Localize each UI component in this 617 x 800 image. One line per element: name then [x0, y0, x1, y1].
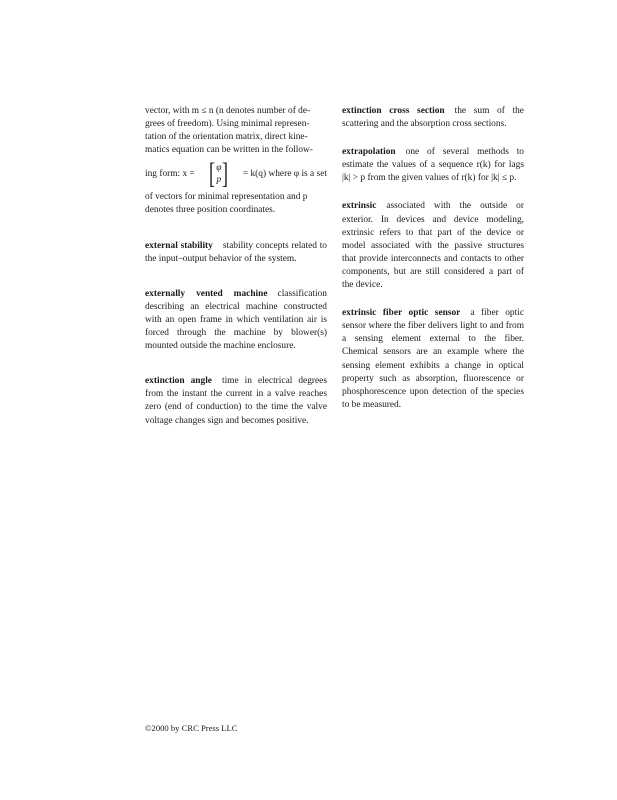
entry-term: extinction angle — [145, 376, 212, 387]
entry-definition: associated with the outside or exterior. In devices and device modeling, extrinsic refers to that part of the device or model associated with the passive structures that provide interconnects and contacts to other components, but are still considered a part of the device. — [342, 201, 524, 291]
column-vector — [207, 159, 230, 189]
equation-suffix: = k(q) where φ is a set — [242, 168, 327, 179]
after-line: of vectors for minimal representation and p — [145, 192, 308, 203]
intro-line: matics equation can be written in the follow- — [145, 145, 313, 156]
glossary-entry-extinction-cross-section — [342, 105, 524, 131]
glossary-entry-extrinsic — [342, 200, 524, 292]
intro-line: grees of freedom). Using minimal represen- — [145, 119, 310, 130]
continued-definition — [145, 105, 327, 218]
right-column — [342, 105, 524, 427]
entry-definition: time in electrical degrees from the instant the current in a valve reaches zero (end of conduction) to the time the valve voltage changes sign and becomes positive. — [145, 376, 327, 426]
entry-definition: one of several methods to estimate the values of a sequence r(k) for lags |k| > p from the given values of r(k) for |k| ≤ p. — [342, 147, 524, 184]
entry-term: externally vented machine — [145, 288, 268, 299]
glossary-entry-extrinsic-fiber-optic-sensor — [342, 307, 524, 412]
entry-term: extrinsic — [342, 201, 377, 212]
entry-term: extrapolation — [342, 147, 396, 158]
glossary-entry-externally-vented-machine — [145, 288, 327, 353]
glossary-entry-extrapolation — [342, 146, 524, 185]
left-bracket: [ — [209, 157, 216, 191]
entry-definition: stability concepts related to the input–output behavior of the system. — [145, 240, 327, 264]
left-column — [145, 105, 327, 443]
entry-definition: the sum of the scattering and the absorption cross sections. — [342, 106, 524, 130]
intro-line: vector, with m ≤ n (n denotes number of de- — [145, 106, 311, 116]
entry-term: extrinsic fiber optic sensor — [342, 308, 461, 319]
copyright-footer: ©2000 by CRC Press LLC — [145, 723, 238, 733]
equation-prefix: ing form: x = — [145, 168, 195, 179]
after-line: denotes three position coordinates. — [145, 205, 276, 216]
entry-term: external stability — [145, 240, 213, 251]
right-bracket: ] — [222, 157, 229, 191]
entry-term: extinction cross section — [342, 106, 445, 116]
glossary-entry-extinction-angle — [145, 375, 327, 427]
intro-line: tation of the orientation matrix, direct kine- — [145, 132, 308, 143]
vector-top: φ — [216, 163, 222, 174]
kinematics-equation — [145, 158, 327, 190]
entry-definition: a fiber optic sensor where the fiber delivers light to and from a sensing element external to the fiber. Chemical sensors are an example where the sensing element exhibits a change in optical property such as absorption, fluorescence or phosphorescence upon detection of the species to be measured. — [342, 308, 524, 410]
glossary-entry-external-stability — [145, 240, 327, 266]
entry-definition: classification describing an electrical machine constructed with an open frame in which ventilation air is forced through the machine by blower(s) mounted outside the machine enclosure. — [145, 288, 327, 352]
vector-bottom: p — [216, 175, 222, 186]
